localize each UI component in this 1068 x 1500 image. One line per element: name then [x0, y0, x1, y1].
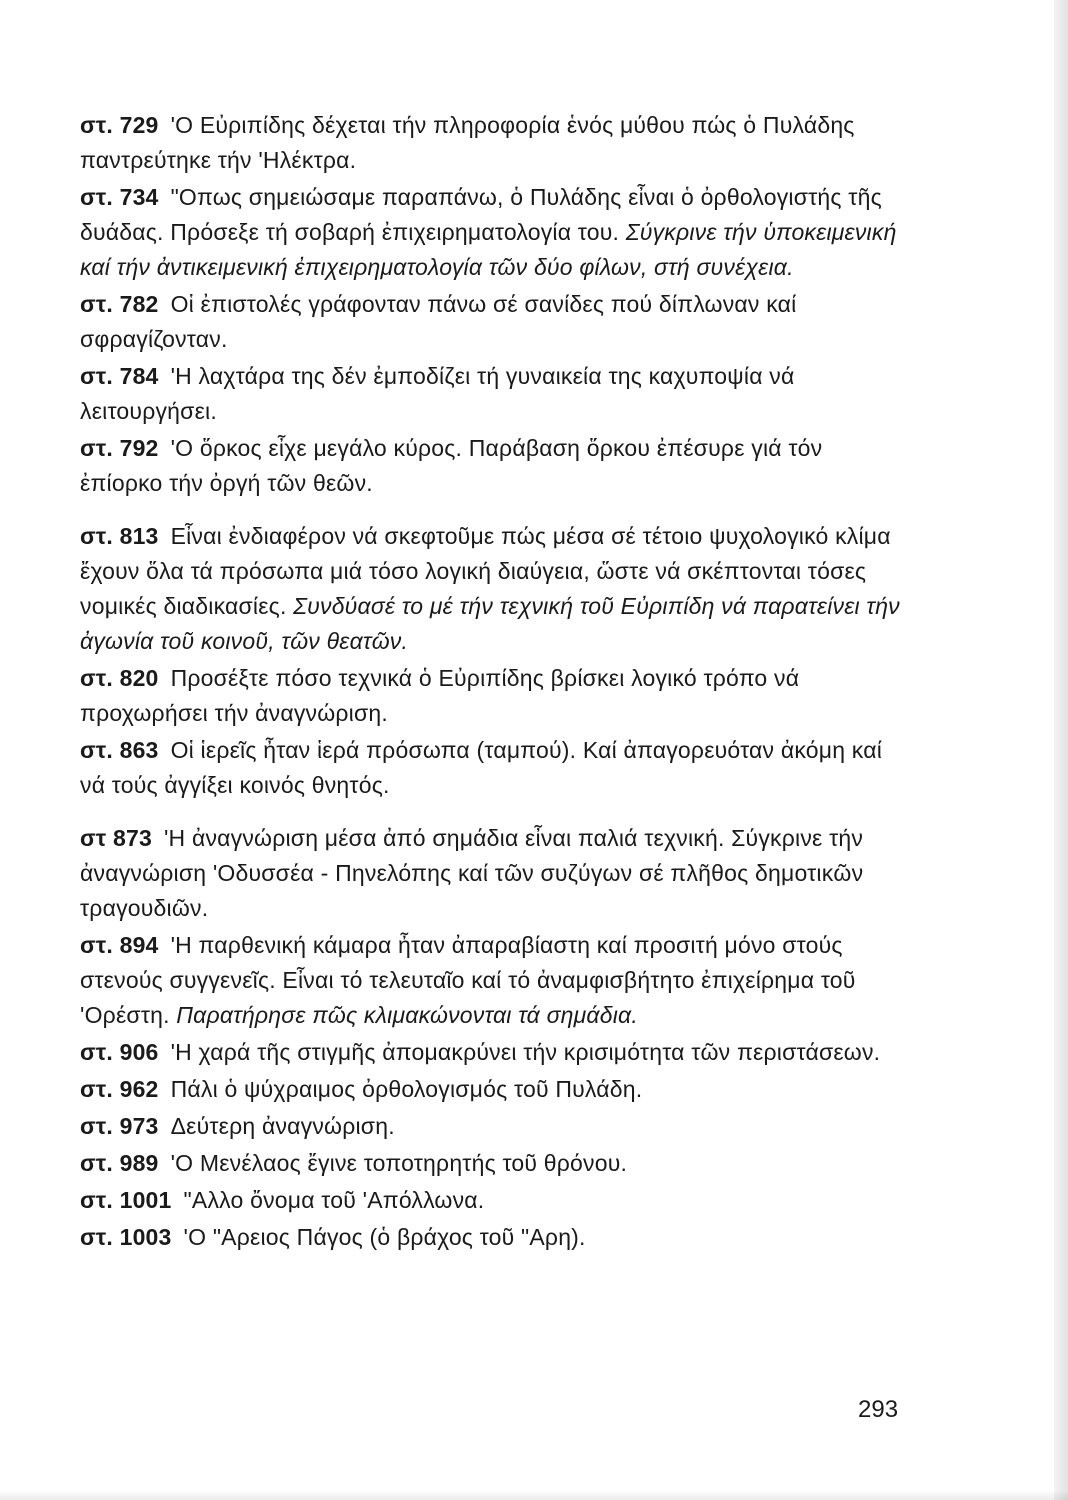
verse-reference: στ. 1003	[80, 1224, 172, 1250]
note-entry	[80, 108, 910, 178]
note-entry	[80, 1109, 910, 1144]
note-text: Προσέξτε πόσο τεχνικά ὁ Εὐριπίδης βρίσκει λογικό τρόπο νά προχωρήσει τήν ἀναγνώριση.	[80, 665, 800, 726]
verse-reference: στ. 782	[80, 291, 159, 317]
verse-reference: στ. 729	[80, 112, 159, 138]
verse-reference: στ. 906	[80, 1039, 159, 1065]
note-text: Οἱ ἱερεῖς ἦταν ἱερά πρόσωπα (ταμπού). Καί ἀπαγορευόταν ἀκόμη καί νά τούς ἀγγίξει κοινός θνητός.	[80, 737, 883, 798]
verse-reference: στ. 863	[80, 737, 159, 763]
note-text: 'Ο "Αρειος Πάγος (ὁ βράχος τοῦ "Αρη).	[183, 1224, 586, 1250]
note-entry	[80, 1072, 910, 1107]
note-entry	[80, 359, 910, 429]
verse-reference: στ. 894	[80, 932, 159, 958]
verse-reference: στ. 784	[80, 363, 159, 389]
note-text: 'Η χαρά τῆς στιγμῆς ἀπομακρύνει τήν κρισιμότητα τῶν περιστάσεων.	[170, 1039, 881, 1065]
note-text: 'Ο Εὐριπίδης δέχεται τήν πληροφορία ἑνός μύθου πώς ὁ Πυλάδης παντρεύτηκε τήν 'Ηλέκτρα.	[80, 112, 855, 173]
note-text: 'Ο Μενέλαος ἔγινε τοποτηρητής τοῦ θρόνου.	[170, 1150, 628, 1176]
verse-reference: στ. 973	[80, 1113, 159, 1139]
note-entry	[80, 928, 910, 1033]
note-exercise: Συνδύασέ το μέ τήν τεχνική τοῦ Εὐριπίδη νά παρατείνει τήν ἀγωνία τοῦ κοινοῦ, τῶν θεατῶν.	[80, 593, 900, 654]
note-entry	[80, 661, 910, 731]
note-text: 'Η λαχτάρα της δέν ἐμποδίζει τή γυναικεία της καχυποψία νά λειτουργήσει.	[80, 363, 795, 424]
note-text: 'Η ἀναγνώριση μέσα ἀπό σημάδια εἶναι παλιά τεχνική. Σύγκρινε τήν ἀναγνώριση 'Οδυσσέα - Πηνελόπης καί τῶν συζύγων σέ πλῆθος δημοτικῶν τραγουδιῶν.	[80, 825, 864, 921]
note-entry	[80, 519, 910, 659]
note-text: "Οπως σημειώσαμε παραπάνω, ὁ Πυλάδης εἶναι ὁ ὀρθολογιστής τῆς δυάδας. Πρόσεξε τή σοβαρή ἐπιχειρηματολογία του.	[80, 184, 882, 245]
note-entry	[80, 287, 910, 357]
note-entry	[80, 1183, 910, 1218]
verse-reference: στ. 989	[80, 1150, 159, 1176]
verse-reference: στ. 962	[80, 1076, 159, 1102]
note-text: 'Η παρθενική κάμαρα ἦταν ἀπαραβίαστη καί προσιτή μόνο στούς στενούς συγγενεῖς. Εἶναι τό τελευταῖο καί τό ἀναμφισβήτητο ἐπιχείρημα τοῦ 'Ορέστη.	[80, 932, 856, 1028]
note-entry	[80, 1035, 910, 1070]
note-exercise: Παρατήρησε πῶς κλιμακώνονται τά σημάδια.	[176, 1002, 638, 1028]
page-number: 293	[858, 1396, 899, 1423]
note-text: Δεύτερη ἀναγνώριση.	[170, 1113, 395, 1139]
verse-reference: στ. 813	[80, 523, 159, 549]
verse-reference: στ 873	[80, 825, 152, 851]
verse-reference: στ. 792	[80, 435, 159, 461]
verse-reference: στ. 734	[80, 184, 159, 210]
note-entry	[80, 733, 910, 803]
note-entry	[80, 821, 910, 926]
note-text: Οἱ ἐπιστολές γράφονταν πάνω σέ σανίδες πού δίπλωναν καί σφραγίζονταν.	[80, 291, 797, 352]
note-text: 'Ο ὅρκος εἶχε μεγάλο κύρος. Παράβαση ὅρκου ἐπέσυρε γιά τόν ἐπίορκο τήν ὀργή τῶν θεῶν.	[80, 435, 823, 496]
note-entry	[80, 1220, 910, 1255]
notes-body	[80, 108, 910, 1257]
page-edge	[1054, 0, 1068, 1500]
verse-reference: στ. 820	[80, 665, 159, 691]
note-text: Πάλι ὁ ψύχραιμος ὀρθολογισμός τοῦ Πυλάδη.	[170, 1076, 643, 1102]
note-entry	[80, 1146, 910, 1181]
note-entry	[80, 431, 910, 501]
note-text: "Αλλο ὄνομα τοῦ 'Απόλλωνα.	[183, 1187, 485, 1213]
note-entry	[80, 180, 910, 285]
verse-reference: στ. 1001	[80, 1187, 172, 1213]
note-exercise: Σύγκρινε τήν ὑποκειμενική καί τήν ἀντικειμενική ἐπιχειρηματολογία τῶν δύο φίλων, στή συνέχεια.	[80, 219, 897, 280]
bottom-shadow	[0, 1490, 1068, 1500]
note-text: Εἶναι ἐνδιαφέρον νά σκεφτοῦμε πώς μέσα σέ τέτοιο ψυχολογικό κλίμα ἔχουν ὅλα τά πρόσωπα μιά τόσο λογική διαύγεια, ὥστε νά σκέπτονται τόσες νομικές διαδικασίες.	[80, 523, 891, 619]
